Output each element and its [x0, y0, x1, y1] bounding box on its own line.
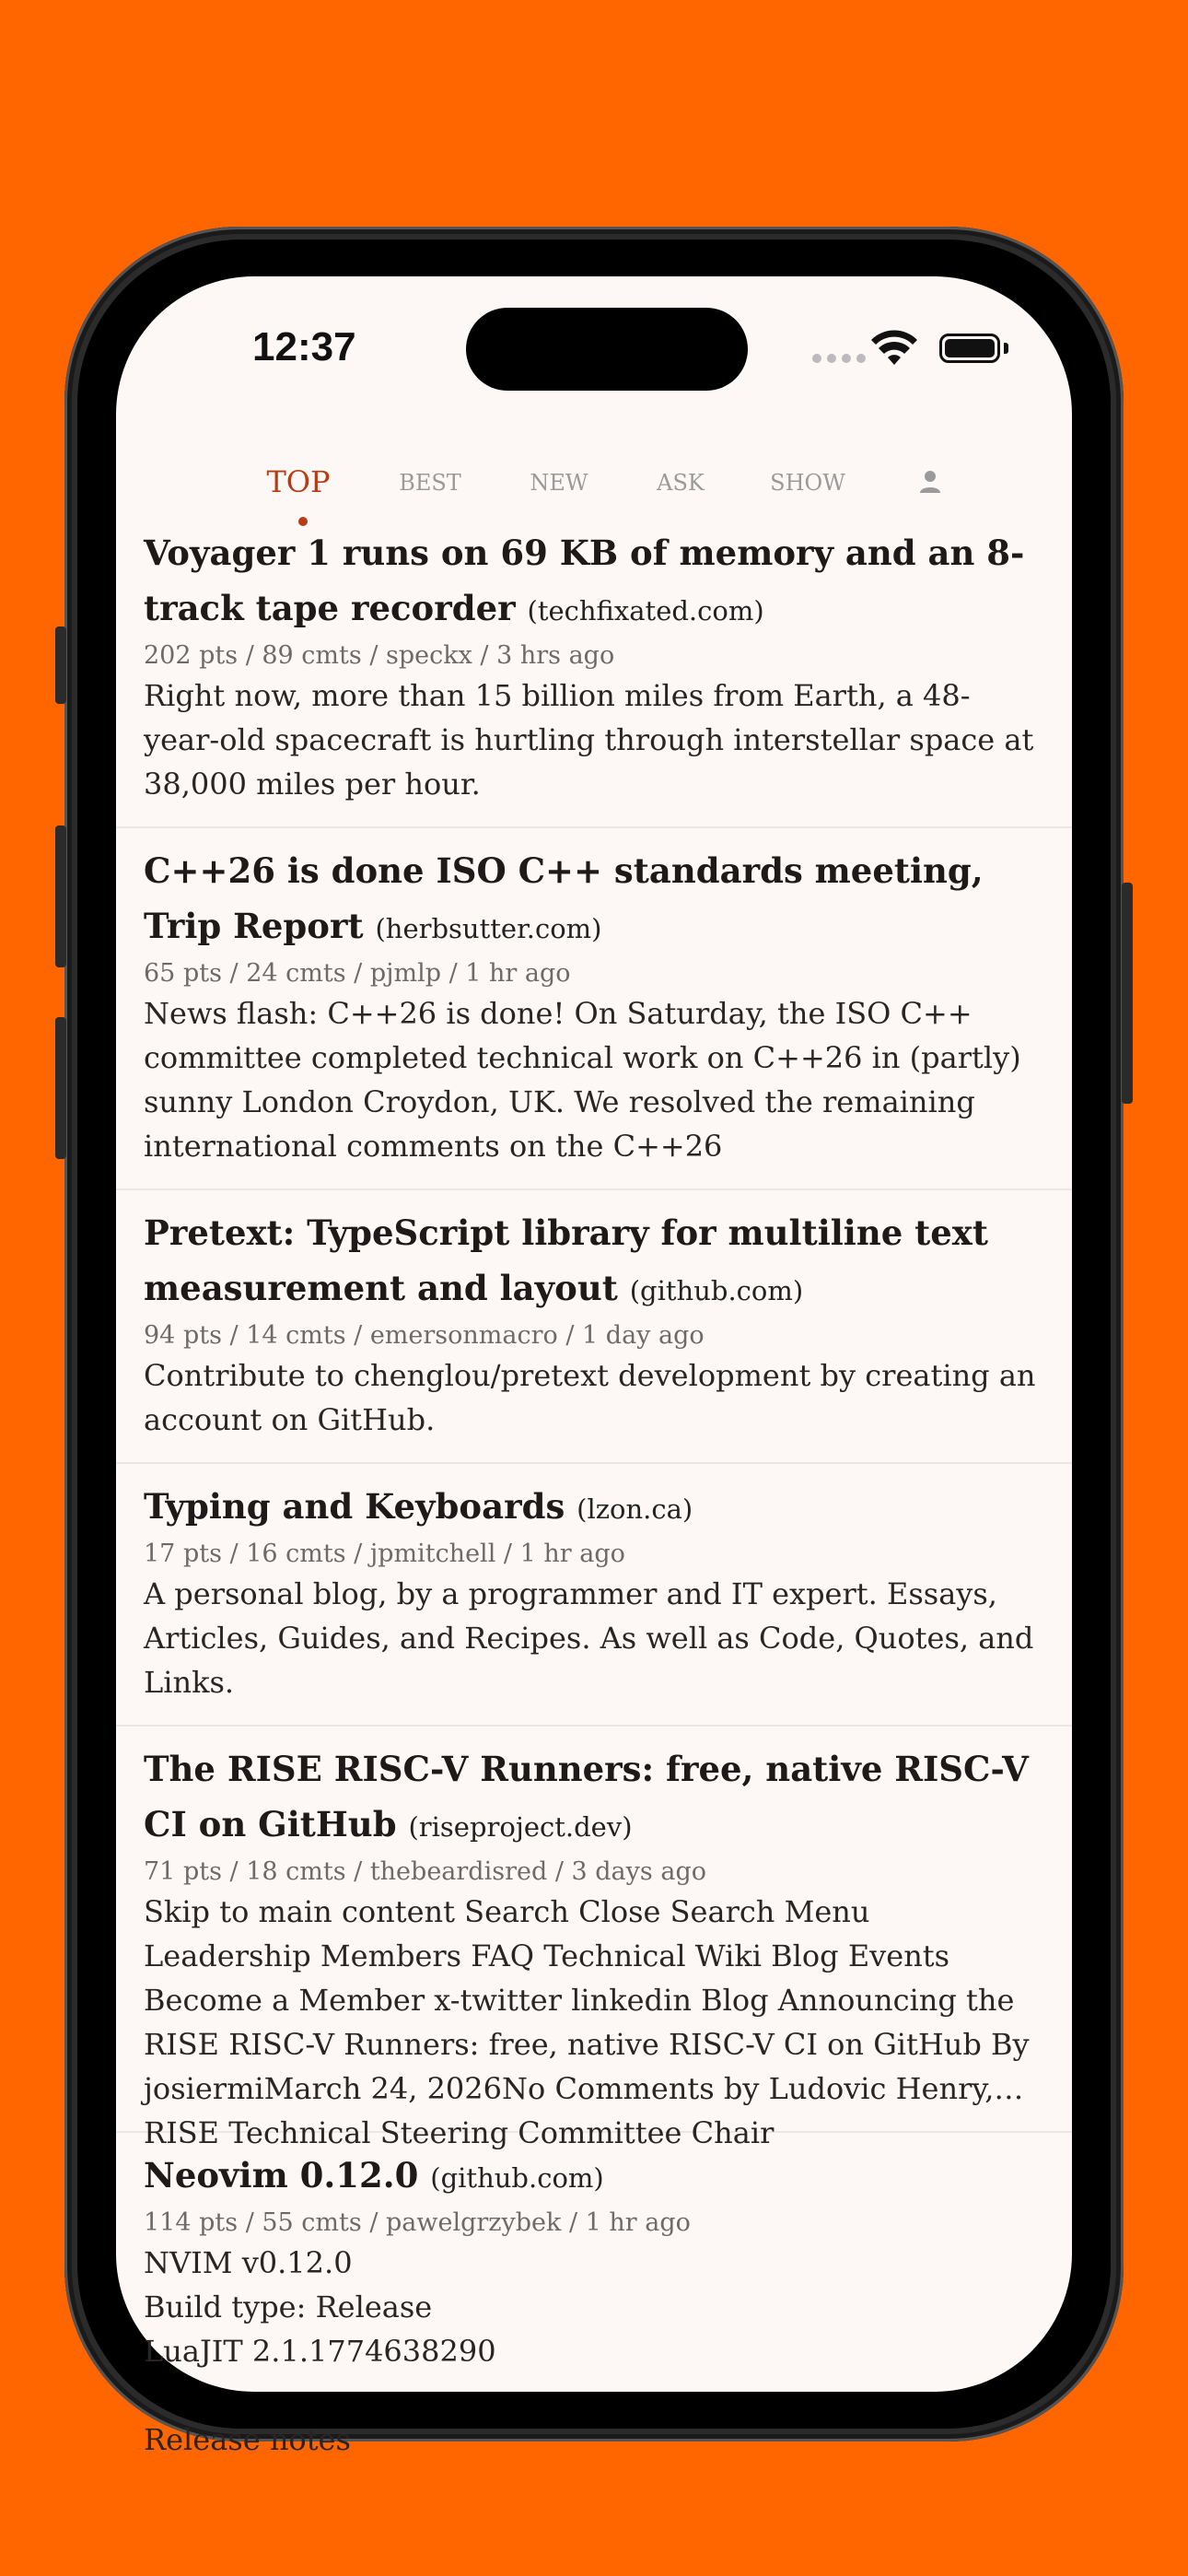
story-title[interactable]: Neovim 0.12.0 — [144, 2155, 419, 2195]
story-meta: 17 pts / 16 cmts / jpmitchell / 1 hr ago — [144, 1540, 625, 1568]
user-icon[interactable] — [917, 467, 943, 497]
story-list — [116, 510, 1072, 2482]
story-title-line — [144, 1479, 1044, 1537]
volume-up-button — [55, 825, 66, 967]
battery-icon — [939, 334, 1000, 363]
story-domain: (github.com) — [430, 2162, 604, 2194]
story-title[interactable]: Voyager 1 runs on 69 KB of memory and an 8-track tape recorder — [144, 533, 1025, 628]
status-bar — [116, 276, 1072, 433]
tab-ask[interactable]: ASK — [657, 470, 705, 496]
cellular-signal-icon — [812, 354, 866, 363]
tab-top[interactable]: TOP — [266, 464, 331, 499]
story-meta: 114 pts / 55 cmts / pawelgrzybek / 1 hr ago — [144, 2208, 691, 2237]
story-domain: (github.com) — [629, 1275, 804, 1306]
tab-best[interactable]: BEST — [399, 470, 461, 496]
story-excerpt: Skip to main content Search Close Search Menu Leadership Members FAQ Technical Wiki Blog Events Become a Member x-twitter linkedin Blog Announcing the RISE RISC-V Runners: free, native RISC-V CI on GitHub By josiermiMarch 24, 2026No Comments by Ludovic Henry, RISE Technical Steering Committee Chair — [144, 1894, 1030, 2150]
excerpt-line: Build type: Release — [144, 2289, 433, 2324]
story-domain: (herbsutter.com) — [375, 913, 602, 944]
story-title[interactable]: Typing and Keyboards — [144, 1486, 565, 1527]
tab-new[interactable]: NEW — [530, 470, 588, 496]
story-title-line — [144, 525, 1044, 638]
story-title-line — [144, 2148, 1044, 2206]
excerpt-line: NVIM v0.12.0 — [144, 2245, 353, 2280]
story-domain: (lzon.ca) — [577, 1493, 693, 1525]
feed-tabs — [116, 433, 1072, 516]
excerpt-line: LuaJIT 2.1.1774638290 — [144, 2334, 496, 2369]
battery-tip — [1004, 343, 1008, 354]
story-item[interactable] — [116, 1727, 1072, 2150]
action-button — [55, 626, 66, 704]
story-item[interactable] — [116, 828, 1072, 1190]
power-button — [1122, 883, 1133, 1104]
story-item[interactable] — [116, 1464, 1072, 1727]
story-item[interactable] — [116, 2133, 1072, 2482]
story-excerpt — [144, 2241, 1044, 2462]
wifi-icon — [871, 330, 917, 367]
story-title-line — [144, 1741, 1044, 1855]
dynamic-island — [466, 308, 748, 391]
story-meta: 65 pts / 24 cmts / pjmlp / 1 hr ago — [144, 959, 571, 988]
story-item[interactable] — [116, 1190, 1072, 1464]
story-excerpt: Right now, more than 15 billion miles from Earth, a 48-year-old spacecraft is hurtling through interstellar space at 38,000 miles per hour. — [144, 678, 1034, 802]
story-excerpt: Contribute to chenglou/pretext development by creating an account on GitHub. — [144, 1358, 1036, 1437]
story-domain: (techfixated.com) — [527, 595, 764, 626]
story-item[interactable] — [116, 510, 1072, 828]
story-title[interactable]: C++26 is done ISO C++ standards meeting, Trip Report — [144, 850, 984, 946]
excerpt-line — [144, 2373, 1044, 2418]
story-meta: 71 pts / 18 cmts / thebeardisred / 3 days ago — [144, 1857, 706, 1886]
story-title-line — [144, 843, 1044, 956]
phone-bezel — [77, 240, 1111, 2457]
excerpt-line: Release notes — [144, 2422, 351, 2457]
story-title[interactable]: Pretext: TypeScript library for multiline text measurement and layout — [144, 1212, 988, 1308]
volume-down-button — [55, 1017, 66, 1159]
story-meta: 94 pts / 14 cmts / emersonmacro / 1 day ago — [144, 1321, 705, 1350]
tab-show[interactable]: SHOW — [770, 470, 845, 496]
story-title[interactable]: The RISE RISC-V Runners: free, native RISC-V CI on GitHub — [144, 1749, 1029, 1844]
status-time: 12:37 — [252, 324, 356, 369]
story-excerpt: A personal blog, by a programmer and IT expert. Essays, Articles, Guides, and Recipes. As well as Code, Quotes, and Links. — [144, 1576, 1034, 1700]
phone-frame — [64, 227, 1124, 2457]
story-meta: 202 pts / 89 cmts / speckx / 3 hrs ago — [144, 641, 615, 670]
story-excerpt: News flash: C++26 is done! On Saturday, the ISO C++ committee completed technical work on C++26 in (partly) sunny London Croydon, UK. We resolved the remaining international comments on the C++26 — [144, 996, 1021, 1164]
app-screen — [116, 276, 1072, 2457]
story-domain: (riseproject.dev) — [408, 1811, 633, 1843]
story-title-line — [144, 1205, 1044, 1318]
